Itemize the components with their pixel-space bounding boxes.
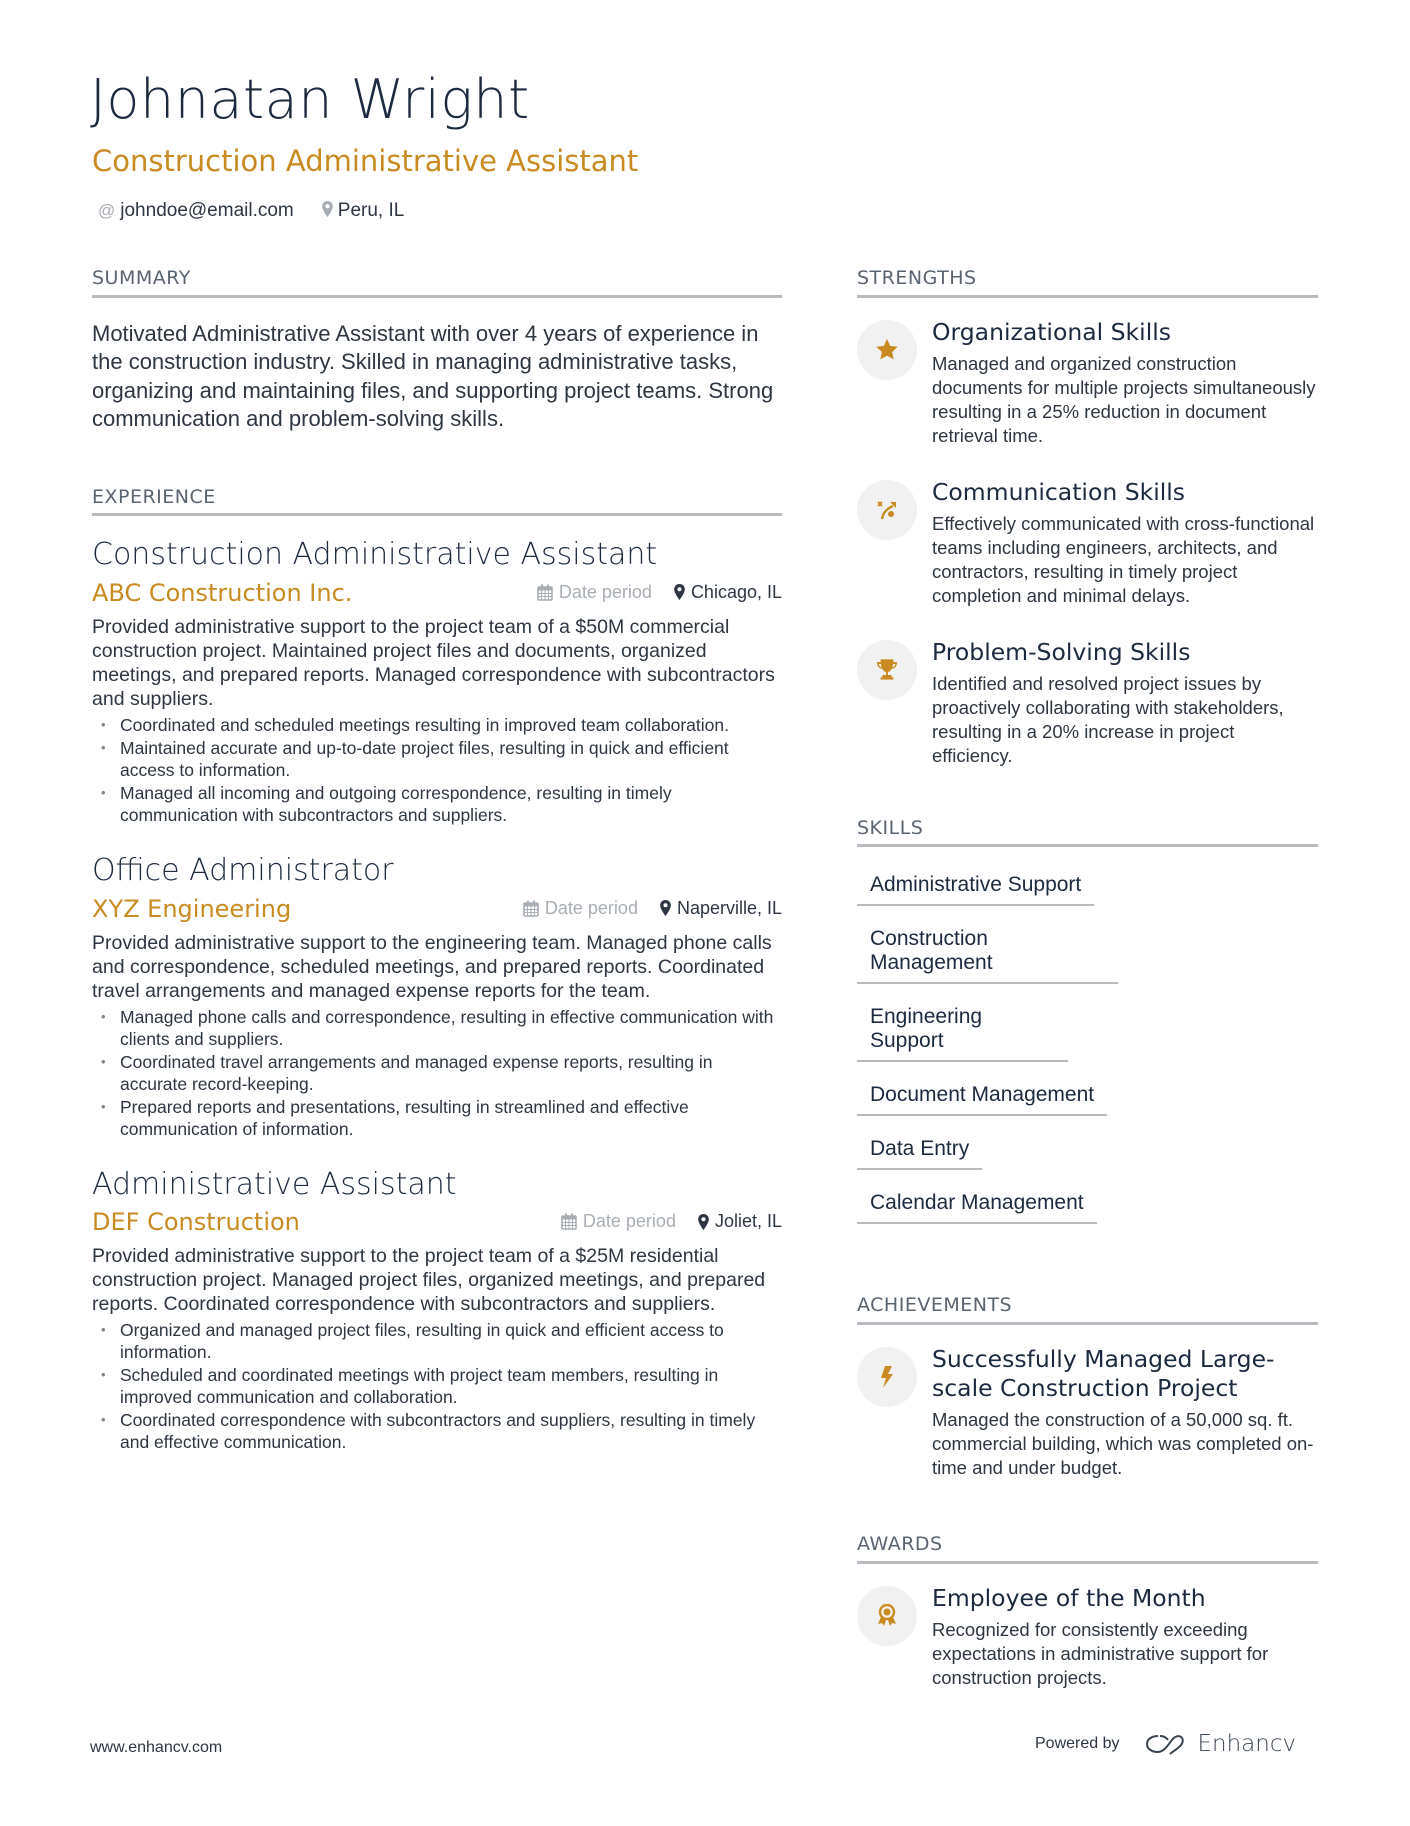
contact-list <box>98 200 404 222</box>
bullet-item: • Managed phone calls and correspondence, resulting in effective communication with clients and suppliers. <box>92 1006 782 1050</box>
location-text: Joliet, IL <box>714 1211 782 1232</box>
job-entry <box>92 852 782 1140</box>
section-heading-awards: AWARDS <box>857 1532 1318 1564</box>
date-text: Date period <box>582 1211 676 1232</box>
skill-tag: Data Entry <box>857 1129 982 1170</box>
job-location <box>660 898 782 919</box>
date-text: Date period <box>558 581 652 602</box>
achievement-item <box>857 1347 1318 1480</box>
star-icon <box>876 339 898 360</box>
strength-title: Problem-Solving Skills <box>932 637 1191 666</box>
icon-circle <box>857 320 917 380</box>
location-text: Chicago, IL <box>690 581 782 602</box>
job-description: Provided administrative support to the project team of a $25M residential construction project. Managed project files, organized meetings, and prepared reports. Coordinated correspondence with subcontractors and suppliers. <box>92 1245 766 1316</box>
skill-tag: Administrative Support <box>857 865 1094 906</box>
left-column <box>92 266 782 1454</box>
skills-section <box>857 816 1318 1238</box>
date-period <box>561 1211 676 1232</box>
award-item <box>857 1583 1318 1690</box>
award-description: Recognized for consistently exceeding expectations in administrative support for construction projects. <box>932 1618 1269 1688</box>
strength-description: Managed and organized construction documents for multiple projects simultaneously resulting in a 25% reduction in document retrieval time. <box>932 352 1316 446</box>
strength-item <box>857 317 1318 448</box>
job-title: Construction Administrative Assistant <box>92 537 658 573</box>
location-text: Naperville, IL <box>676 897 782 918</box>
date-text: Date period <box>544 897 638 918</box>
job-meta <box>537 582 782 603</box>
location-text: Peru, IL <box>337 200 405 221</box>
strategy-arrow-icon <box>876 499 898 521</box>
job-meta <box>561 1211 782 1232</box>
job-bullets <box>92 1006 782 1140</box>
job-description: Provided administrative support to the engineering team. Managed phone calls and correspondence, scheduled meetings, and prepared reports. Coordinated travel arrangements and managed expense reports for the team. <box>92 931 772 1002</box>
calendar-icon <box>523 900 539 917</box>
strength-title: Communication Skills <box>932 477 1186 506</box>
award-body <box>932 1583 1318 1690</box>
job-title: Office Administrator <box>92 853 394 889</box>
calendar-icon <box>561 1213 577 1230</box>
skill-tag: Construction Management <box>857 919 1118 984</box>
skills-list <box>857 865 1318 1237</box>
candidate-title: Construction Administrative Assistant <box>92 144 639 178</box>
contact-email <box>98 200 294 222</box>
strength-item <box>857 637 1318 768</box>
icon-circle <box>857 640 917 700</box>
website-link[interactable]: www.enhancv.com <box>90 1739 223 1756</box>
section-heading-experience: EXPERIENCE <box>92 485 782 517</box>
job-description: Provided administrative support to the project team of a $50M commercial construction project. Maintained project files and documents, organized meetings, and prepared reports. Managed correspondence with subcontractors and suppliers. <box>92 616 775 711</box>
bullet-item: • Coordinated and scheduled meetings resulting in improved team collaboration. <box>92 714 782 736</box>
job-entry <box>92 536 782 826</box>
achievement-title: Successfully Managed Large-scale Construction Project <box>932 1345 1275 1403</box>
bullet-item: • Coordinated travel arrangements and managed expense reports, resulting in accurate record-keeping. <box>92 1051 782 1095</box>
job-title: Administrative Assistant <box>92 1166 457 1202</box>
candidate-name: Johnatan Wright <box>90 68 530 131</box>
section-heading-strengths: STRENGTHS <box>857 266 1318 298</box>
bullet-item: • Organized and managed project files, resulting in quick and efficient access to information. <box>92 1319 782 1363</box>
skill-tag: Calendar Management <box>857 1183 1097 1224</box>
award-medal-icon <box>877 1604 897 1627</box>
strength-body <box>932 477 1318 608</box>
job-meta-row <box>92 894 782 925</box>
location-pin-icon <box>674 584 685 600</box>
strength-description: Identified and resolved project issues by proactively collaborating with stakeholders, resulting in a 20% increase in project efficiency. <box>932 672 1284 766</box>
icon-circle <box>857 1586 917 1646</box>
skill-tag: Document Management <box>857 1075 1107 1116</box>
strength-title: Organizational Skills <box>932 317 1171 346</box>
job-location <box>698 1211 782 1232</box>
summary-section <box>92 266 782 434</box>
location-pin-icon <box>322 201 333 222</box>
at-icon: @ <box>98 201 116 220</box>
date-period <box>537 582 652 603</box>
achievements-section <box>857 1293 1318 1480</box>
job-bullets <box>92 714 782 826</box>
trophy-icon <box>876 659 898 680</box>
strengths-section <box>857 266 1318 768</box>
date-period <box>523 898 638 919</box>
strength-description: Effectively communicated with cross-functional teams including engineers, architects, and contractors, resulting in timely project completion and minimal delays. <box>932 512 1315 606</box>
section-heading-summary: SUMMARY <box>92 266 782 298</box>
award-title: Employee of the Month <box>932 1583 1206 1612</box>
strength-item <box>857 477 1318 608</box>
bullet-item: • Maintained accurate and up-to-date project files, resulting in quick and efficient access to information. <box>92 737 782 781</box>
right-column <box>857 266 1318 1690</box>
email-text: johndoe@email.com <box>120 200 294 221</box>
achievement-description: Managed the construction of a 50,000 sq. ft. commercial building, which was completed on-time and under budget. <box>932 1409 1314 1479</box>
company-name: XYZ Engineering <box>92 894 292 923</box>
bullet-item: • Scheduled and coordinated meetings with project team members, resulting in improved communication and collaboration. <box>92 1364 782 1408</box>
bullet-item: • Coordinated correspondence with subcontractors and suppliers, resulting in timely and effective communication. <box>92 1409 782 1453</box>
job-meta <box>523 898 782 919</box>
icon-circle <box>857 1347 917 1407</box>
calendar-icon <box>537 584 553 601</box>
bullet-item: • Prepared reports and presentations, resulting in streamlined and effective communication of information. <box>92 1096 782 1140</box>
powered-by-label: Powered by <box>1035 1735 1120 1752</box>
company-name: ABC Construction Inc. <box>92 578 353 607</box>
contact-location <box>322 200 405 222</box>
section-heading-skills: SKILLS <box>857 816 1318 848</box>
location-pin-icon <box>698 1214 709 1230</box>
powered-by <box>1035 1731 1296 1757</box>
strength-body <box>932 637 1318 768</box>
summary-text: Motivated Administrative Assistant with over 4 years of experience in the construction industry. Skilled in managing administrative tasks, organizing and maintaining files, and supporting project teams. Strong communication and problem-solving skills. <box>92 320 774 432</box>
section-heading-achievements: ACHIEVEMENTS <box>857 1293 1318 1325</box>
experience-section <box>92 485 782 1454</box>
job-location <box>674 582 782 603</box>
enhancv-logo[interactable] <box>1144 1731 1297 1757</box>
job-entry <box>92 1166 782 1454</box>
company-name: DEF Construction <box>92 1208 300 1237</box>
enhancv-logo-icon <box>1144 1732 1190 1756</box>
bullet-item: • Managed all incoming and outgoing correspondence, resulting in timely communication with subcontractors and suppliers. <box>92 782 782 826</box>
awards-section <box>857 1532 1318 1690</box>
skill-tag: Engineering Support <box>857 997 1068 1062</box>
icon-circle <box>857 480 917 540</box>
strength-body <box>932 317 1318 448</box>
job-meta-row <box>92 578 782 609</box>
location-pin-icon <box>660 900 671 916</box>
lightning-bolt-icon <box>880 1366 894 1388</box>
job-bullets <box>92 1319 782 1453</box>
achievement-body <box>932 1347 1318 1480</box>
job-meta-row <box>92 1207 782 1238</box>
brand-name: Enhancv <box>1197 1731 1297 1757</box>
